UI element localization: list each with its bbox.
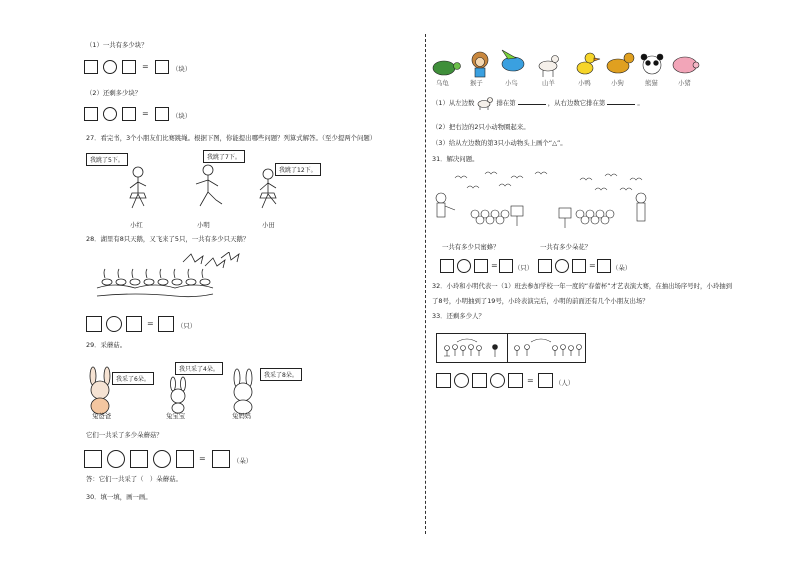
- unit-label: （只）: [177, 322, 197, 330]
- speech-bubble: 我采了6朵。: [112, 372, 154, 385]
- sub1-post: ，从右边数它排在第: [547, 99, 606, 107]
- answer-box[interactable]: [84, 107, 98, 121]
- animal-name: 山羊: [542, 79, 555, 87]
- operator-circle[interactable]: [103, 60, 117, 74]
- blank-from-right[interactable]: [607, 98, 635, 105]
- equals-sign: =: [491, 261, 498, 270]
- equals-sign: =: [142, 109, 149, 118]
- animal-name: 猴子: [470, 79, 483, 87]
- answer-box[interactable]: [126, 316, 142, 332]
- question-32-line1: 32．小玲和小明代表一（1）班去参加学校一年一度的“春蕾杯”才艺表演大赛，在抽出场序号时，小玲抽到: [432, 282, 733, 290]
- sub-question-1: [432, 96, 644, 110]
- result-box[interactable]: [155, 107, 169, 121]
- equals-sign: =: [199, 454, 206, 463]
- equals-sign: =: [589, 261, 596, 270]
- operator-circle[interactable]: [454, 373, 469, 388]
- unit-label: （块）: [172, 112, 192, 120]
- answer-box[interactable]: [474, 259, 488, 273]
- answer-box[interactable]: [538, 259, 552, 273]
- speech-bubble: 我跳了5下。: [86, 153, 128, 166]
- speech-bubble: 我采了8朵。: [260, 368, 302, 381]
- answer-box[interactable]: [130, 450, 148, 468]
- bees-flowers-illustration: [435, 170, 665, 236]
- answer-box[interactable]: [508, 373, 523, 388]
- unit-label: （只）: [514, 264, 534, 272]
- operator-circle[interactable]: [106, 316, 122, 332]
- answer-sentence: 答：它们一共采了（ ）朵蘑菇。: [86, 475, 182, 483]
- sub1-prefix: （1）从左边数: [432, 99, 475, 107]
- speech-bubble: 我跳了12下。: [275, 163, 321, 176]
- answer-box[interactable]: [440, 259, 454, 273]
- child-name: 小田: [262, 221, 275, 229]
- question-30-text: 30．填一填，画一画。: [86, 493, 152, 501]
- result-box[interactable]: [538, 373, 553, 388]
- question-29-text: 29．采蘑菇。: [86, 341, 127, 349]
- rabbit-name: 兔妈妈: [232, 412, 252, 420]
- speech-bubble: 我跳了7下。: [203, 150, 245, 163]
- question-32-line2: 了8号，小明抽到了19号，小玲表演完后，小明的前面还有几个小朋友出场？: [432, 297, 649, 305]
- animal-name: 小猪: [678, 79, 691, 87]
- result-box[interactable]: [597, 259, 611, 273]
- equals-sign: =: [142, 62, 149, 71]
- animal-name: 小鸭: [578, 79, 591, 87]
- operator-circle[interactable]: [103, 107, 117, 121]
- rabbits-illustration: [85, 366, 275, 416]
- speech-bubble: 我只采了4朵。: [175, 362, 223, 375]
- result-box[interactable]: [155, 60, 169, 74]
- result-box[interactable]: [158, 316, 174, 332]
- answer-box[interactable]: [86, 316, 102, 332]
- answer-box[interactable]: [84, 450, 102, 468]
- question-31-b: 一共有多少朵花？: [540, 243, 592, 251]
- answer-box[interactable]: [84, 60, 98, 74]
- child-name: 小明: [197, 221, 210, 229]
- question-2-text: （2）还剩多少块？: [86, 89, 142, 97]
- people-picture-frame: [436, 333, 586, 363]
- unit-label: （块）: [172, 65, 192, 73]
- answer-box[interactable]: [122, 60, 136, 74]
- operator-circle[interactable]: [490, 373, 505, 388]
- blank-from-left[interactable]: [518, 98, 546, 105]
- swans-illustration: [95, 252, 245, 302]
- equals-sign: =: [147, 319, 154, 328]
- answer-box[interactable]: [122, 107, 136, 121]
- column-divider: [425, 34, 426, 534]
- equals-sign: =: [527, 376, 534, 385]
- answer-box[interactable]: [572, 259, 586, 273]
- animal-name: 熊猫: [645, 79, 658, 87]
- answer-box[interactable]: [436, 373, 451, 388]
- question-31-a: 一共有多少只蜜蜂？: [442, 243, 500, 251]
- people-illustration: [437, 334, 585, 362]
- child-name: 小红: [130, 221, 143, 229]
- answer-box[interactable]: [472, 373, 487, 388]
- jump-rope-children-illustration: [118, 160, 318, 220]
- unit-label: （人）: [555, 379, 575, 387]
- goat-icon: [476, 96, 494, 110]
- question-31-text: 31．解决问题。: [432, 155, 479, 163]
- unit-label: （朵）: [612, 264, 632, 272]
- unit-label: （朵）: [233, 457, 253, 465]
- sub-question-2: （2）把右边的2只小动物圈起来。: [432, 123, 530, 131]
- question-29-prompt: 它们一共采了多少朵蘑菇？: [86, 431, 163, 439]
- animal-icons: [430, 46, 700, 80]
- question-27-text: 27．看完书，3个小朋友们比赛跳绳。根据下图，你能提出哪些问题？列算式解答。（至少提两个问题）: [86, 134, 377, 142]
- question-1-text: （1）一共有多少块？: [86, 41, 148, 49]
- operator-circle[interactable]: [555, 259, 569, 273]
- result-box[interactable]: [499, 259, 513, 273]
- question-33-text: 33．还剩多少人？: [432, 312, 485, 320]
- answer-box[interactable]: [176, 450, 194, 468]
- rabbit-name: 兔爸爸: [92, 412, 112, 420]
- operator-circle[interactable]: [153, 450, 171, 468]
- operator-circle[interactable]: [457, 259, 471, 273]
- animal-name: 小狗: [611, 79, 624, 87]
- sub1-end: 。: [637, 99, 644, 107]
- result-box[interactable]: [212, 450, 230, 468]
- rabbit-name: 兔宝宝: [166, 412, 186, 420]
- sub-question-3: （3）给从左边数的第3只小动物头上画个“△”。: [432, 139, 567, 147]
- question-28-text: 28．湖里有8只天鹅，又飞来了5只，一共有多少只天鹅？: [86, 235, 250, 243]
- animal-name: 小鸟: [505, 79, 518, 87]
- sub1-middle: 排在第: [496, 99, 516, 107]
- animal-name: 乌龟: [436, 79, 449, 87]
- operator-circle[interactable]: [107, 450, 125, 468]
